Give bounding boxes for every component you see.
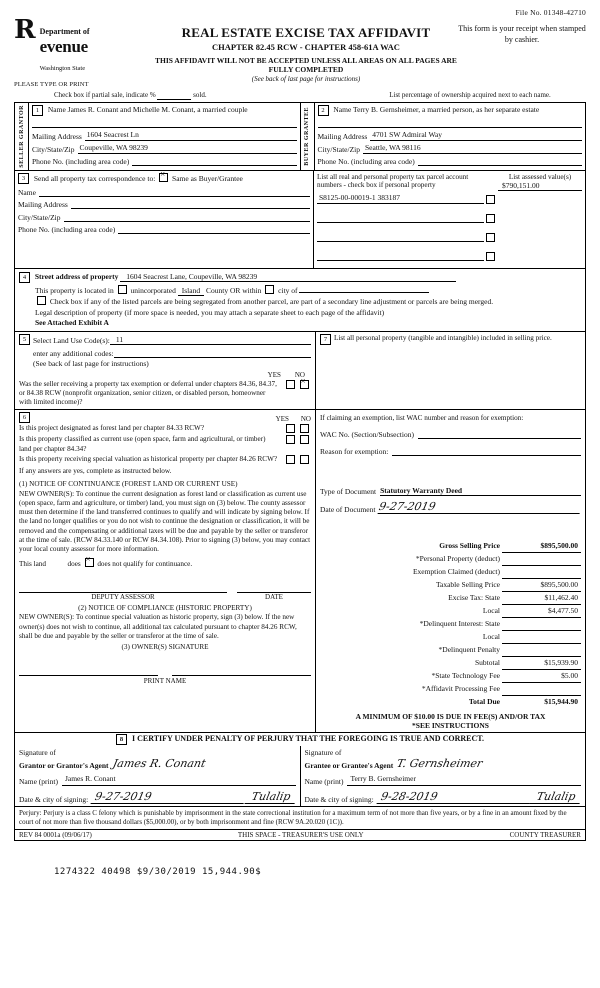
- buyer-csz-value: Seattle, WA 98116: [363, 143, 582, 154]
- additional-codes-label: enter any additional codes:: [33, 348, 114, 358]
- section-7-number: 7: [320, 334, 331, 345]
- historic-yes-checkbox[interactable]: [286, 455, 295, 464]
- current-use-row: [19, 435, 311, 454]
- affidavit-processing-fee-label: *Affidavit Processing Fee: [421, 684, 500, 694]
- buyer-mailing-label: Mailing Address: [317, 132, 368, 141]
- send-tax-label: Send all property tax correspondence to:: [33, 173, 156, 183]
- buyer-name-label: Name: [333, 105, 352, 114]
- located-in-row: [19, 285, 581, 295]
- section-1-number: 1: [32, 105, 43, 116]
- form-title: REAL ESTATE EXCISE TAX AFFIDAVIT: [181, 25, 431, 40]
- partial-sale-row: [14, 91, 586, 100]
- does-label: does: [67, 559, 81, 568]
- table-row: [320, 630, 581, 643]
- treasurer-stamp: 1274322 40498 $9/30/2019 15,944.90$: [54, 866, 262, 877]
- section-5-see-back: (See back of last page for instructions): [33, 358, 149, 368]
- parcel-header: List all real and personal property tax parcel account numbers - check box if personal property: [317, 172, 469, 189]
- state-technology-fee-label: *State Technology Fee: [431, 671, 500, 681]
- seller-side-tab: [15, 103, 29, 170]
- delinquent-penalty-label: *Delinquent Penalty: [438, 645, 500, 655]
- notice-compliance-body: NEW OWNER(S): To continue special valuation as historic property, sign (3) below. If the new owner(s) does not wish to continue, all additional tax calculated pursuant to chapter 84.26 RCW, shall be due and payable by the seller or transferor at the time of sale.: [19, 613, 297, 640]
- additional-codes-value: [114, 357, 311, 358]
- section-3: [14, 170, 586, 268]
- corr-mailing-value: [71, 198, 310, 209]
- state-technology-fee-value: $5.00: [502, 669, 581, 682]
- see-back-note: (See back of last page for instructions): [251, 75, 361, 83]
- city-name: [299, 292, 429, 293]
- delinquent-interest-state-label: *Delinquent Interest: State: [419, 619, 500, 629]
- doc-type-value: Statutory Warranty Deed: [380, 486, 581, 496]
- forest-land-no-checkbox[interactable]: [300, 424, 309, 433]
- assessed-value-3: [498, 201, 582, 211]
- owner-signature-line[interactable]: [19, 664, 158, 676]
- table-row: [320, 540, 581, 553]
- seller-mailing-label: Mailing Address: [32, 132, 82, 141]
- parcel-2: [317, 212, 484, 223]
- total-due-label: Total Due: [468, 696, 500, 706]
- grantor-date-value[interactable]: 9-27-2019: [91, 790, 247, 804]
- assessed-value-2: [498, 191, 582, 201]
- grantee-sig-label: Signature of: [304, 747, 342, 757]
- personal-property-deduct-value: [502, 552, 581, 565]
- grantor-sig-label: Signature of: [19, 747, 56, 757]
- assessed-value-4: [498, 211, 582, 221]
- section-6-number: 6: [19, 412, 30, 423]
- deputy-date-label: DATE: [265, 592, 283, 601]
- wac-label: WAC No. (Section/Subsection): [320, 429, 414, 439]
- receipt-note: This form is your receipt when stamped by cashier.: [458, 24, 586, 44]
- gross-selling-price-value: $895,500.00: [502, 540, 581, 553]
- grantee-date-label: Date & city of signing:: [304, 794, 374, 804]
- section-5-no-header: NO: [294, 370, 305, 379]
- section-6-no-header: NO: [300, 415, 311, 424]
- exemption-claim-label: If claiming an exemption, list WAC number and reason for exemption:: [320, 414, 524, 423]
- dept-label: Department of: [39, 27, 90, 36]
- legal-desc-label-row: [19, 308, 581, 317]
- revenue-r-icon: R: [14, 15, 36, 45]
- street-address-value: 1604 Seacrest Lane, Coupeville, WA 98239: [120, 272, 456, 282]
- table-row: [320, 682, 581, 695]
- excise-tax-state-value: $11,462.40: [502, 591, 581, 604]
- notice-continuance-body: NEW OWNER(S): To continue the current designation as forest land or classification as current use (open space, farm and agriculture, or timber) land, you must sign on (3) below. The county assessor must then determine if the land transferred continues to qualify and will indicate by signing below. If the land no longer qualifies or you do not wish to continue the designation or classification, it will be removed and the compensating or additional taxes will be due and payable by the seller or transferor at the time of sale. (RCW 84.33.140 or RCW 84.34.108). Prior to signing (3) below, you may contact your local county assessor for more information.: [19, 489, 311, 554]
- doc-type-label: Type of Document: [320, 486, 377, 496]
- section-8-certify: [14, 732, 586, 806]
- deputy-assessor-signature[interactable]: [19, 581, 227, 593]
- partial-sale-label: Check box if partial sale, indicate %: [54, 91, 156, 99]
- unincorporated-checkbox[interactable]: [118, 285, 127, 294]
- seller-name-value: James R. Conant and Michelle M. Conant, a married couple: [67, 105, 248, 114]
- notice-compliance-title: (2) NOTICE OF COMPLIANCE (HISTORIC PROPERTY): [78, 603, 252, 612]
- taxable-selling-price-label: Taxable Selling Price: [435, 580, 500, 590]
- grantor-signature[interactable]: James R. Conant: [111, 756, 207, 770]
- table-row: [320, 643, 581, 656]
- rev-number: REV 84 0001a (09/06/17): [19, 830, 92, 839]
- seller-name-label: Name: [47, 105, 66, 114]
- section-2-number: 2: [318, 105, 329, 116]
- table-row: [320, 695, 581, 708]
- taxable-selling-price-value: $895,500.00: [502, 578, 581, 591]
- dor-logo: [14, 15, 154, 75]
- does-not-label: does not: [97, 559, 122, 568]
- title-block: [154, 19, 458, 83]
- form-subtitle: CHAPTER 82.45 RCW - CHAPTER 458-61A WAC: [212, 42, 400, 52]
- table-row: [320, 656, 581, 669]
- segregate-checkbox[interactable]: [37, 296, 46, 305]
- grantor-name-label: Name (print): [19, 776, 58, 786]
- table-row: [320, 604, 581, 617]
- exemption-question-row: [19, 380, 311, 408]
- agency-block: [14, 15, 154, 88]
- section-6-yes-header: YES: [275, 415, 289, 424]
- seller-mailing-value: 1604 Seacrest Ln: [85, 130, 297, 141]
- reason-value: [392, 455, 581, 456]
- grantee-name-value[interactable]: Terry B. Gernsheimer: [347, 774, 581, 786]
- grantee-city-value[interactable]: Tulalip: [530, 790, 583, 804]
- grantor-sig-label-2: Grantor or Grantor's Agent: [19, 760, 109, 770]
- parcel-2-personal-checkbox[interactable]: [486, 214, 495, 223]
- current-use-question: Is this property classified as current use (open space, farm and agricultural, or timber) land per chapter 84.34?: [19, 435, 266, 453]
- personal-property-deduct-label: *Personal Property (deduct): [415, 554, 500, 564]
- tax-correspondence-block: [15, 171, 314, 268]
- corr-csz-value: [64, 211, 311, 222]
- buyer-csz-label: City/State/Zip: [317, 144, 360, 154]
- this-land-label: This land: [19, 559, 46, 568]
- parcel-block: [314, 171, 585, 268]
- doc-date-label: Date of Document: [320, 504, 376, 514]
- certify-heading: I CERTIFY UNDER PENALTY OF PERJURY THAT THE FOREGOING IS TRUE AND CORRECT.: [131, 733, 484, 743]
- section-5-yes-header: YES: [267, 370, 281, 379]
- seller-csz-value: Coupeville, WA 98239: [78, 143, 297, 154]
- total-due-value: $15,944.90: [544, 697, 578, 707]
- buyer-column: [315, 103, 586, 170]
- table-row: [320, 617, 581, 630]
- grantee-date-value[interactable]: 9-28-2019: [376, 790, 532, 804]
- seller-csz-label: City/State/Zip: [32, 144, 75, 154]
- minimum-due-note: A MINIMUM OF $10.00 IS DUE IN FEE(S) AND/OR TAX: [355, 711, 546, 721]
- buyer-name-value: Terry B. Gernsheimer, a married person, as her separate estate: [353, 105, 540, 114]
- section-4-number: 4: [19, 272, 30, 283]
- wac-value: [418, 438, 581, 439]
- parcel-1: S8125-00-00019-1 383187: [317, 193, 484, 204]
- state-label: Washington State: [39, 65, 86, 72]
- table-row: [320, 669, 581, 682]
- seller-column: [29, 103, 301, 170]
- historic-row: [19, 455, 311, 465]
- print-name-label: PRINT NAME: [143, 677, 187, 686]
- delinquent-interest-local-value: [502, 630, 581, 643]
- segregate-row: [19, 296, 581, 306]
- exemption-yes-checkbox[interactable]: [286, 380, 295, 389]
- city-checkbox[interactable]: [265, 285, 274, 294]
- county-or-label: County OR within: [205, 285, 262, 295]
- exemption-and-money-column: [316, 410, 585, 731]
- county-treasurer-label: COUNTY TREASURER: [509, 830, 581, 839]
- parcel-3: [317, 231, 484, 242]
- assessed-header: List assessed value(s): [508, 172, 572, 181]
- section-5: [15, 332, 316, 410]
- exemption-question: Was the seller receiving a property tax exemption or deferral under chapters 84.36, 84.37, or 84.38 RCW (nonprofit organization, senior citizen, or disabled person, homeowner with limited income)?: [19, 379, 277, 407]
- ownership-pct-label: List percentage of ownership acquired next to each name.: [389, 91, 551, 99]
- street-address-row: [19, 272, 581, 283]
- sold-label: sold.: [193, 91, 207, 99]
- grantor-certify-block: [15, 746, 301, 806]
- qualify-label: qualify for continuance.: [123, 559, 193, 568]
- subtotal-value: $15,939.90: [502, 656, 581, 669]
- located-in-label: This property is located in: [35, 285, 114, 295]
- same-as-buyer-label: Same as Buyer/Grantee: [172, 173, 243, 183]
- delinquent-penalty-value: [502, 643, 581, 656]
- grantor-date-label: Date & city of signing:: [19, 794, 89, 804]
- excise-tax-local-value: $4,477.50: [502, 604, 581, 617]
- legal-description-label: Legal description of property (if more space is needed, you may attach a separate sheet to each page of the affidavit): [35, 307, 385, 317]
- city-of-label: city of: [278, 285, 298, 295]
- seller-side-label: SELLER GRANTOR: [18, 104, 25, 168]
- file-number-value: 01348-42710: [543, 8, 586, 17]
- parcel-4-personal-checkbox[interactable]: [486, 252, 495, 261]
- partial-sale-cell: [14, 91, 354, 100]
- owner-printname-line[interactable]: [172, 664, 311, 676]
- forest-land-question: Is this project designated as forest land per chapter 84.33 RCW?: [19, 424, 205, 433]
- excise-tax-local-label: Local: [482, 606, 500, 616]
- segregate-label: Check box if any of the listed parcels are being segregated from another parcel, are part of a secondary line adjustment or parcels are being merged.: [49, 297, 494, 306]
- file-number: [14, 8, 586, 17]
- deputy-assessor-label: DEPUTY ASSESSOR: [91, 592, 155, 601]
- parcel-3-personal-checkbox[interactable]: [486, 233, 495, 242]
- treasurer-space-label: THIS SPACE - TREASURER'S USE ONLY: [237, 830, 364, 839]
- section-7-personal-property: [316, 332, 585, 410]
- doc-date-value: 9-27-2019: [378, 500, 583, 514]
- affidavit-processing-fee-value: [502, 682, 581, 695]
- parcel-4: [317, 250, 484, 261]
- historic-question: Is this property receiving special valuation as historical property per chapter 84.26 RCW?: [19, 454, 278, 463]
- grantor-city-value[interactable]: Tulalip: [244, 790, 297, 804]
- assessed-value-1: $790,151.00: [498, 181, 582, 191]
- gross-selling-price-label: Gross Selling Price: [439, 541, 500, 551]
- delinquent-interest-local-label: Local: [482, 632, 500, 642]
- current-use-yes-checkbox[interactable]: [286, 435, 295, 444]
- land-use-value: 11: [110, 335, 311, 345]
- corr-mailing-label: Mailing Address: [18, 200, 68, 209]
- grantee-name-label: Name (print): [304, 776, 344, 786]
- notice-continuance-title: (1) NOTICE OF CONTINUANCE (FOREST LAND OR CURRENT USE): [19, 480, 238, 489]
- subtotal-label: Subtotal: [474, 658, 500, 668]
- grantor-name-value[interactable]: James R. Conant: [62, 774, 296, 786]
- perjury-notice: Perjury: Perjury is a class C felony which is punishable by imprisonment in the state correctional institution for a maximum term of not more than five years, or by a fine in an amount fixed by the court of not more than five thousand dollars ($5,000.00), or by both imprisonment and fine (RCW 9A.20.020 (1C)).: [14, 806, 586, 829]
- file-number-label: File No.: [515, 8, 542, 17]
- certify-heading-row: [15, 733, 585, 746]
- land-use-label: Select Land Use Code(s):: [33, 335, 110, 345]
- section-6-block: [14, 409, 586, 731]
- buyer-phone-value: [418, 155, 582, 166]
- delinquent-interest-state-value: [502, 617, 581, 630]
- street-address-label: Street address of property: [34, 272, 119, 281]
- exemption-claimed-label: Exemption Claimed (deduct): [412, 567, 500, 577]
- corr-phone-label: Phone No. (including area code): [18, 225, 116, 234]
- personal-property-label: List all personal property (tangible and intangible) included in selling price.: [334, 333, 552, 342]
- parties-block: [14, 102, 586, 170]
- legal-description-value: See Attached Exhibit A: [35, 318, 109, 327]
- see-instructions-note: *SEE INSTRUCTIONS: [412, 720, 489, 730]
- historic-no-checkbox[interactable]: [300, 455, 309, 464]
- please-type-label: PLEASE TYPE OR PRINT: [14, 81, 89, 88]
- owner-signature-title: (3) OWNER(S) SIGNATURE: [121, 643, 209, 652]
- unincorporated-label: unincorporated: [130, 285, 176, 295]
- table-row: [320, 565, 581, 578]
- form-header: [14, 15, 586, 88]
- section-3-number: 3: [18, 173, 29, 184]
- form-footer: [14, 829, 586, 841]
- section-8-number: 8: [116, 734, 127, 745]
- current-use-no-checkbox[interactable]: [300, 435, 309, 444]
- corr-csz-label: City/State/Zip: [18, 212, 61, 222]
- same-as-buyer-checkbox[interactable]: [159, 173, 168, 182]
- reason-label: Reason for exemption:: [320, 446, 389, 456]
- grantee-sig-label-2: Grantee or Grantee's Agent: [304, 760, 394, 770]
- section-4: [14, 268, 586, 331]
- table-row: [320, 591, 581, 604]
- grantee-signature[interactable]: T. Gernsheimer: [395, 756, 485, 770]
- corr-name-value: [39, 186, 310, 197]
- seller-phone-label: Phone No. (including area code): [32, 157, 130, 166]
- exemption-claimed-value: [502, 565, 581, 578]
- grantee-certify-block: [301, 746, 586, 806]
- section-5-7: [14, 331, 586, 410]
- buyer-phone-label: Phone No. (including area code): [317, 157, 415, 166]
- excise-tax-state-label: Excise Tax: State: [448, 593, 500, 603]
- buyer-side-label: BUYER GRANTEE: [304, 106, 310, 166]
- table-row: [320, 578, 581, 591]
- form-notice: THIS AFFIDAVIT WILL NOT BE ACCEPTED UNLESS ALL AREAS ON ALL PAGES ARE FULLY COMPLETED: [155, 56, 457, 74]
- parcel-1-personal-checkbox[interactable]: [486, 195, 495, 204]
- corr-name-label: Name: [18, 187, 36, 197]
- forest-land-yes-checkbox[interactable]: [286, 424, 295, 433]
- money-table: [320, 540, 581, 708]
- corr-phone-value: [118, 223, 310, 234]
- seller-phone-value: [132, 155, 296, 166]
- exemption-no-checkbox[interactable]: [300, 380, 309, 389]
- buyer-side-tab: [301, 103, 315, 170]
- forest-land-row: [19, 424, 311, 434]
- county-name: Island: [178, 286, 204, 296]
- section-5-number: 5: [19, 334, 30, 345]
- section-6: [15, 410, 316, 731]
- if-any-answers-note: If any answers are yes, complete as instructed below.: [19, 466, 172, 475]
- deputy-assessor-date[interactable]: [237, 581, 311, 593]
- buyer-mailing-value: 4701 SW Admiral Way: [370, 130, 582, 141]
- does-not-checkbox[interactable]: [85, 558, 94, 567]
- revenue-label: evenue: [39, 37, 88, 56]
- table-row: [320, 552, 581, 565]
